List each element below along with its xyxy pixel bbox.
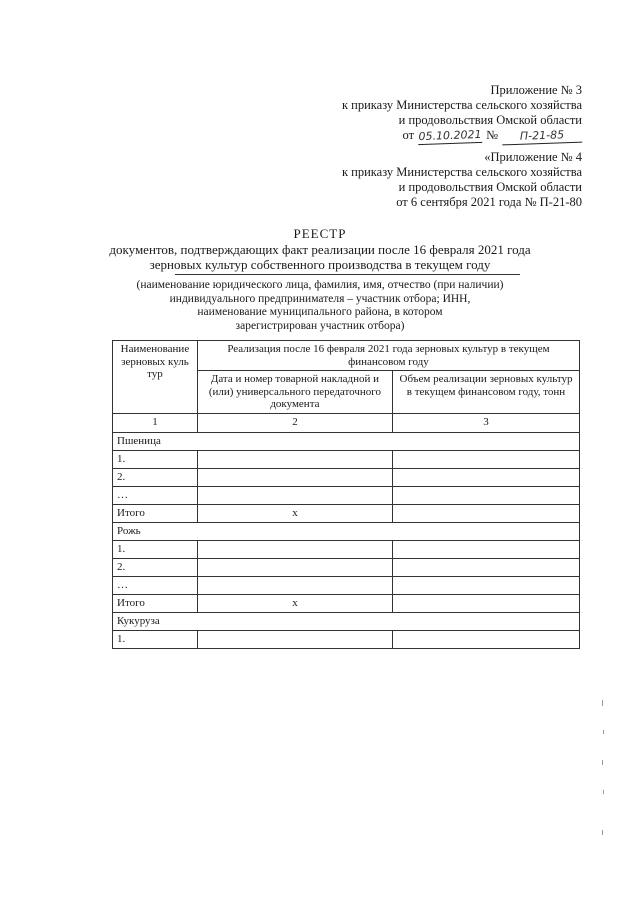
- document-cell: [197, 486, 392, 504]
- scan-speck: [603, 790, 604, 794]
- appendix-3-order-line: к приказу Министерства сельского хозяйства: [341, 98, 582, 112]
- scan-speck: [603, 730, 604, 734]
- document-subtitle-line2: зерновых культур собственного производства в текущем году: [149, 257, 491, 272]
- caption-line1: (наименование юридического лица, фамилия, имя, отчество (при наличии): [136, 279, 504, 291]
- caption-line2: индивидуального предпринимателя – участник отбора; ИНН,: [169, 292, 471, 305]
- total-label: Итого: [113, 594, 198, 612]
- sales-volume-header: Объем реализации зерновых культур в текущем финансовом году, тонн: [393, 371, 580, 414]
- table-row: [113, 468, 580, 486]
- document-cell: [197, 576, 392, 594]
- appendix-4-order-line: к приказу Министерства сельского хозяйства: [341, 165, 582, 179]
- table-row: [113, 450, 580, 468]
- volume-cell: [393, 540, 580, 558]
- document-cell: [197, 540, 392, 558]
- caption-line4: зарегистрирован участник отбора): [235, 319, 405, 332]
- row-index: …: [113, 486, 198, 504]
- row-index: 2.: [113, 468, 198, 486]
- caption-line3: наименование муниципального района, в котором: [197, 306, 443, 318]
- section-corn: Кукуруза: [113, 612, 580, 630]
- volume-cell: [393, 558, 580, 576]
- appendix-4-title: «Приложение № 4: [484, 150, 582, 164]
- section-rye: Рожь: [113, 522, 580, 540]
- row-index: 2.: [113, 558, 198, 576]
- volume-cell: [393, 576, 580, 594]
- total-row: [113, 594, 580, 612]
- document-title: РЕЕСТР: [293, 226, 347, 241]
- total-volume-cell: [393, 594, 580, 612]
- volume-cell: [393, 468, 580, 486]
- appendix-3-block: [342, 83, 582, 144]
- fill-in-line: [175, 274, 520, 275]
- volume-cell: [393, 486, 580, 504]
- appendix-3-date-line: [342, 128, 582, 144]
- handwritten-date: 05.10.2021: [418, 127, 483, 145]
- scan-speck: [602, 830, 603, 835]
- from-label: от: [402, 128, 415, 142]
- document-cell: [197, 450, 392, 468]
- document-cell: [197, 630, 392, 648]
- appendix-4-ministry-line: и продовольствия Омской области: [398, 180, 582, 194]
- column-number-row: [113, 413, 580, 432]
- sales-group-header: Реализация после 16 февраля 2021 года зерновых культур в текущем финансовом году: [197, 341, 579, 371]
- appendix-3-ministry-line: и продовольствия Омской области: [398, 113, 582, 127]
- total-x-mark: x: [197, 504, 392, 522]
- registry-table: [112, 340, 580, 649]
- document-date-number-header: Дата и номер товарной накладной и (или) универсального передаточного документа: [197, 371, 392, 414]
- scan-speck: [602, 700, 603, 706]
- document-cell: [197, 468, 392, 486]
- handwritten-number: П-21-85: [502, 127, 583, 146]
- row-index: 1.: [113, 450, 198, 468]
- volume-cell: [393, 630, 580, 648]
- document-cell: [197, 558, 392, 576]
- section-wheat: Пшеница: [113, 432, 580, 450]
- row-index: 1.: [113, 630, 198, 648]
- column-number-1: 1: [113, 413, 198, 432]
- row-index: …: [113, 576, 198, 594]
- appendix-3-title: Приложение № 3: [490, 83, 582, 97]
- total-volume-cell: [393, 504, 580, 522]
- document-subtitle-line1: документов, подтверждающих факт реализации после 16 февраля 2021 года: [109, 242, 531, 257]
- volume-cell: [393, 450, 580, 468]
- column-number-2: 2: [197, 413, 392, 432]
- table-row: [113, 630, 580, 648]
- scan-speck: [602, 760, 603, 765]
- number-label: №: [486, 128, 498, 142]
- table-row: [113, 558, 580, 576]
- table-row: [113, 540, 580, 558]
- total-row: [113, 504, 580, 522]
- appendix-4-block: [342, 150, 582, 210]
- appendix-4-date-line: от 6 сентября 2021 года № П-21-80: [396, 195, 582, 209]
- fill-in-caption: [0, 279, 640, 333]
- row-index: 1.: [113, 540, 198, 558]
- total-label: Итого: [113, 504, 198, 522]
- total-x-mark: x: [197, 594, 392, 612]
- table-row: [113, 576, 580, 594]
- crop-name-header: Наименование зерновых куль тур: [113, 341, 198, 414]
- column-number-3: 3: [393, 413, 580, 432]
- table-row: [113, 486, 580, 504]
